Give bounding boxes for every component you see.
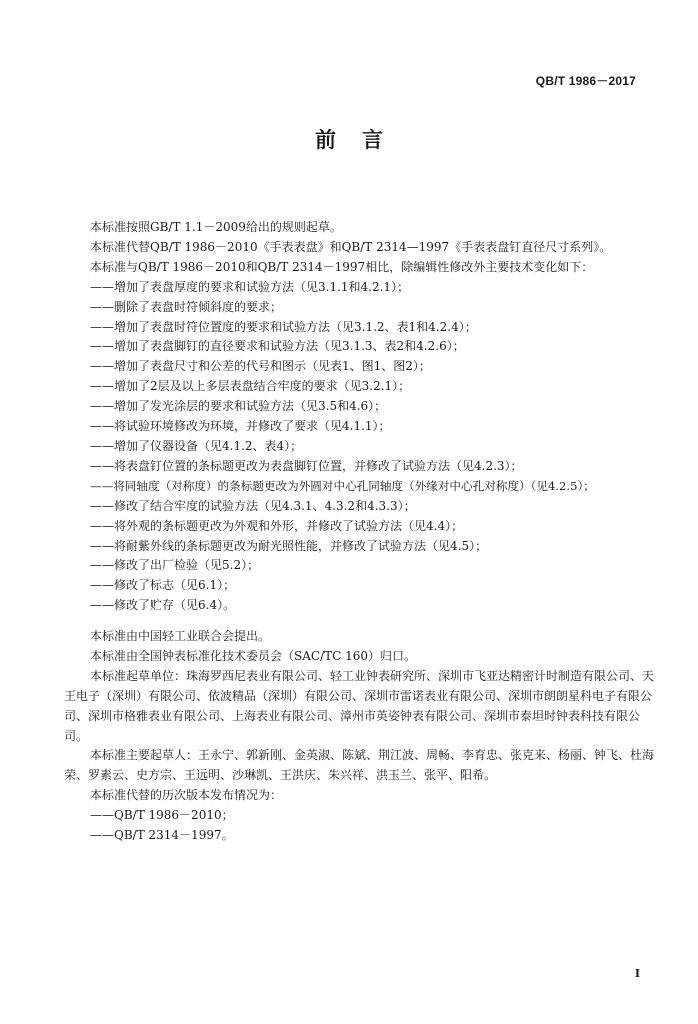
change-item: ——将外观的条标题更改为外观和外形，并修改了试验方法（见4.4）； — [90, 518, 464, 533]
history-item: ——QB/T 2314－1997。 — [90, 828, 234, 843]
change-item: ——删除了表盘时符倾斜度的要求； — [90, 299, 283, 314]
page-title: 前言 — [315, 127, 409, 152]
change-item: ——将表盘钉位置的条标题更改为表盘脚钉位置，并修改了试验方法（见4.2.3）； — [90, 458, 523, 473]
standard-code: QB/T 1986－2017 — [535, 74, 636, 88]
page-number: I — [634, 967, 640, 980]
change-item: ——将同轴度（对称度）的条标题更改为外圆对中心孔同轴度（外缘对中心孔对称度）（见4.2.5）； — [90, 478, 595, 493]
change-item: ——增加了表盘厚度的要求和试验方法（见3.1.1和4.2.1）； — [90, 279, 410, 294]
change-item: ——增加了表盘时符位置度的要求和试验方法（见3.1.2、表1和4.2.4）； — [90, 319, 477, 334]
change-item: ——修改了结合牢度的试验方法（见4.3.1、4.3.2和4.3.3）； — [90, 498, 416, 513]
change-item: ——修改了出厂检验（见5.2）； — [90, 558, 260, 573]
history-item: ——QB/T 1986－2010； — [90, 808, 234, 823]
change-item: ——增加了表盘脚钉的直径要求和试验方法（见3.1.3、表2和4.2.6）； — [90, 339, 465, 354]
change-item: ——将试验环境修改为环境，并修改了要求（见4.1.1）； — [90, 419, 391, 434]
drafters: 本标准主要起草人：王永宁、郭新刚、金英淑、陈斌、荆江波、周畅、李育忠、张克来、杨丽、钟飞、杜海荣、罗素云、史方宗、王远明、沙琳凯、王洪庆、朱兴祥、洪玉兰、张平、阳希。 — [64, 748, 655, 783]
foreword-closing — [64, 627, 655, 846]
intro-line: 本标准按照GB/T 1.1－2009给出的规则起草。 — [90, 220, 342, 234]
proposed-by: 本标准由中国轻工业联合会提出。 — [90, 629, 271, 643]
change-item: ——将耐紫外线的条标题更改为耐光照性能，并修改了试验方法（见4.5）； — [90, 538, 488, 553]
foreword-body — [90, 218, 655, 616]
change-item: ——增加了2层及以上多层表盘结合牢度的要求（见3.2.1）； — [90, 379, 411, 394]
change-item: ——增加了表盘尺寸和公差的代号和图示（见表1、图1、图2）； — [90, 359, 431, 374]
change-item: ——修改了标志（见6.1）； — [90, 578, 236, 593]
change-item: ——修改了贮存（见6.4）。 — [90, 598, 236, 613]
change-item: ——增加了发光涂层的要求和试验方法（见3.5和4.6）； — [90, 399, 387, 414]
intro-line: 本标准代替QB/T 1986－2010《手表表盘》和QB/T 2314—1997《手表表盘钉直径尺寸系列》。 — [90, 239, 612, 254]
history-intro: 本标准代替的历次版本发布情况为： — [90, 788, 283, 803]
centralized-by: 本标准由全国钟表标准化技术委员会（SAC/TC 160）归口。 — [90, 648, 417, 663]
intro-line: 本标准与QB/T 1986－2010和QB/T 2314－1997相比，除编辑性修改外主要技术变化如下： — [90, 259, 594, 274]
change-item: ——增加了仪器设备（见4.1.2、表4）； — [90, 438, 303, 453]
drafting-units: 本标准起草单位：珠海罗西尼表业有限公司、轻工业钟表研究所、深圳市飞亚达精密计时制造有限公司、天王电子（深圳）有限公司、依波精品（深圳）有限公司、深圳市雷诺表业有限公司、深圳市朗朗星科电子有限公司、深圳市格雅表业有限公司、上海表业有限公司、漳州市英姿钟表有限公司、深圳市泰坦时钟表科技有限公司。 — [64, 668, 655, 743]
